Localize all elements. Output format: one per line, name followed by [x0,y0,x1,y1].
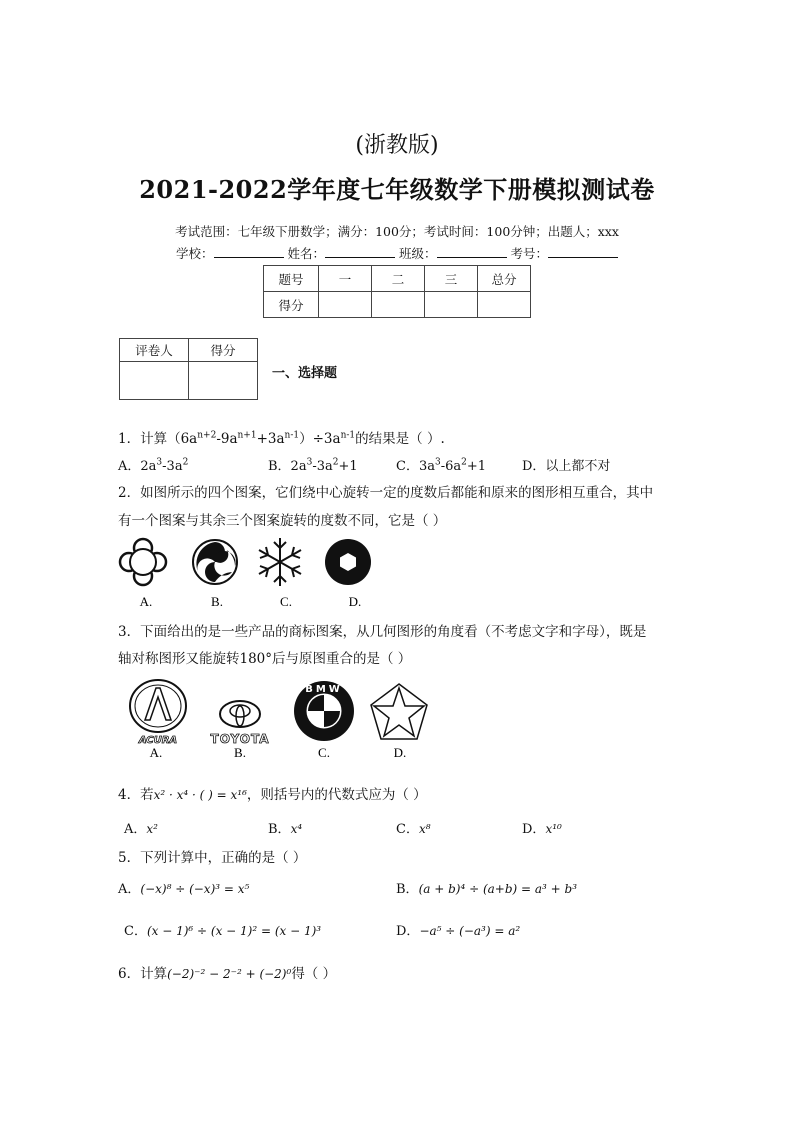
name-label: 姓名： [287,246,325,261]
score-header-cell: 三 [425,266,478,292]
swirl-pattern-icon [193,540,237,584]
q1-option-c[interactable]: C．$3a^3-6a^2+1$ [396,457,487,474]
grader-cell[interactable] [189,362,258,400]
name-field[interactable] [325,245,395,258]
student-info-row [0,244,794,262]
q2-line2: 有一个图案与其余三个图案旋转的度数不同，它是（ ） [118,513,447,529]
q1-text: -9a [216,431,238,447]
q1-text: +3a [256,431,285,447]
q1-option-a[interactable]: A．$2a^3-3a^2$ [118,457,189,474]
q4-option-b[interactable]: B．x⁴ [268,822,303,837]
toyota-logo-icon [211,701,270,746]
page-title: 2021-2022学年度七年级数学下册模拟测试卷 [139,175,655,204]
q3-label-d: D. [393,745,407,760]
q2-label-a: A. [139,594,153,609]
grader-header-cell: 评卷人 [120,339,189,362]
q3-line2: 轴对称图形又能旋转180°后与原图重合的是（ ） [118,651,412,667]
q1-exp: n+1 [237,430,257,441]
svg-text:ACURA: ACURA [138,735,178,746]
question-1 [118,427,445,447]
exam-info: 考试范围：七年级下册数学；满分：100分；考试时间：100分钟；出题人；xxx [175,224,619,239]
svg-text:TOYOTA: TOYOTA [210,732,270,746]
score-cell[interactable] [478,292,531,318]
q3-label-b: B. [234,745,246,760]
q2-label-c: C. [280,594,292,609]
class-field[interactable] [437,245,507,258]
score-cell[interactable] [425,292,478,318]
q1-exp: n-1 [340,430,356,441]
snowflake-icon [259,538,301,586]
q1-exp: n-1 [284,430,300,441]
q5-option-c[interactable]: C．(x − 1)⁶ ÷ (x − 1)² = (x − 1)³ [124,924,322,939]
question-6: 6．计算(−2)⁻² − 2⁻² + (−2)⁰得（ ） [118,966,337,982]
q1-exp: n+2 [197,430,217,441]
bmw-logo-icon [294,681,354,741]
q5-option-d[interactable]: D．−a⁵ ÷ (−a³) = a² [396,924,521,939]
q3-logos [124,678,444,760]
score-header-cell: 一 [319,266,372,292]
grader-cell[interactable] [120,362,189,400]
edition-label: (浙教版) [355,133,439,158]
grader-table [119,338,258,400]
q1-option-b[interactable]: B．$2a^3-3a^2+1$ [268,457,358,474]
score-header-cell: 题号 [264,266,319,292]
score-row-label: 得分 [264,292,319,318]
q3-label-c: C. [318,745,330,760]
q1-text: 的结果是（ ）. [355,431,445,447]
q3-line1: 3．下面给出的是一些产品的商标图案，从几何图形的角度看（不考虑文字和字母），既是 [118,624,647,640]
q1-text: 1．计算（6a [118,431,198,447]
score-cell[interactable] [372,292,425,318]
score-header-cell: 总分 [478,266,531,292]
exam-no-label: 考号： [510,246,548,261]
q4-option-a[interactable]: A．x² [124,822,158,837]
q1-text: ）÷3a [299,431,341,447]
question-5: 5．下列计算中，正确的是（ ） [118,850,307,866]
q4-option-c[interactable]: C．x⁸ [396,822,431,837]
q2-label-b: B. [211,594,223,609]
exam-no-field[interactable] [548,245,618,258]
question-4: 4．若x² · x⁴ · ( ) = x¹⁶，则括号内的代数式应为（ ） [118,787,427,803]
pentagon-star-logo-icon [371,684,427,739]
q5-option-b[interactable]: B．(a + b)⁴ ÷ (a+b) = a³ + b³ [396,882,578,897]
hexagon-ring-icon [325,539,371,585]
q6-expression: (−2)⁻² − 2⁻² + (−2)⁰ [167,967,292,981]
score-cell[interactable] [319,292,372,318]
q4-option-d[interactable]: D．x¹⁰ [522,822,562,837]
acura-logo-icon [130,680,186,746]
grader-header-cell: 得分 [189,339,258,362]
score-header-cell: 二 [372,266,425,292]
section-title: 一、选择题 [272,366,338,381]
q4-expression: x² · x⁴ · ( ) = x¹⁶ [153,788,247,802]
class-label: 班级： [398,246,437,261]
q5-option-a[interactable]: A．(−x)⁸ ÷ (−x)³ = x⁵ [118,882,250,897]
q2-label-d: D. [348,594,362,609]
svg-text:BMW: BMW [305,684,343,695]
q1-option-d[interactable]: D．以上都不对 [522,459,611,474]
q3-label-a: A. [149,745,163,760]
school-field[interactable] [214,245,284,258]
q2-figures [118,534,378,614]
school-label: 学校： [175,246,214,261]
q2-line1: 2．如图所示的四个图案，它们绕中心旋转一定的度数后都能和原来的图形相互重合，其中 [118,485,654,501]
score-table [263,265,531,318]
flower-pattern-icon [120,539,166,585]
